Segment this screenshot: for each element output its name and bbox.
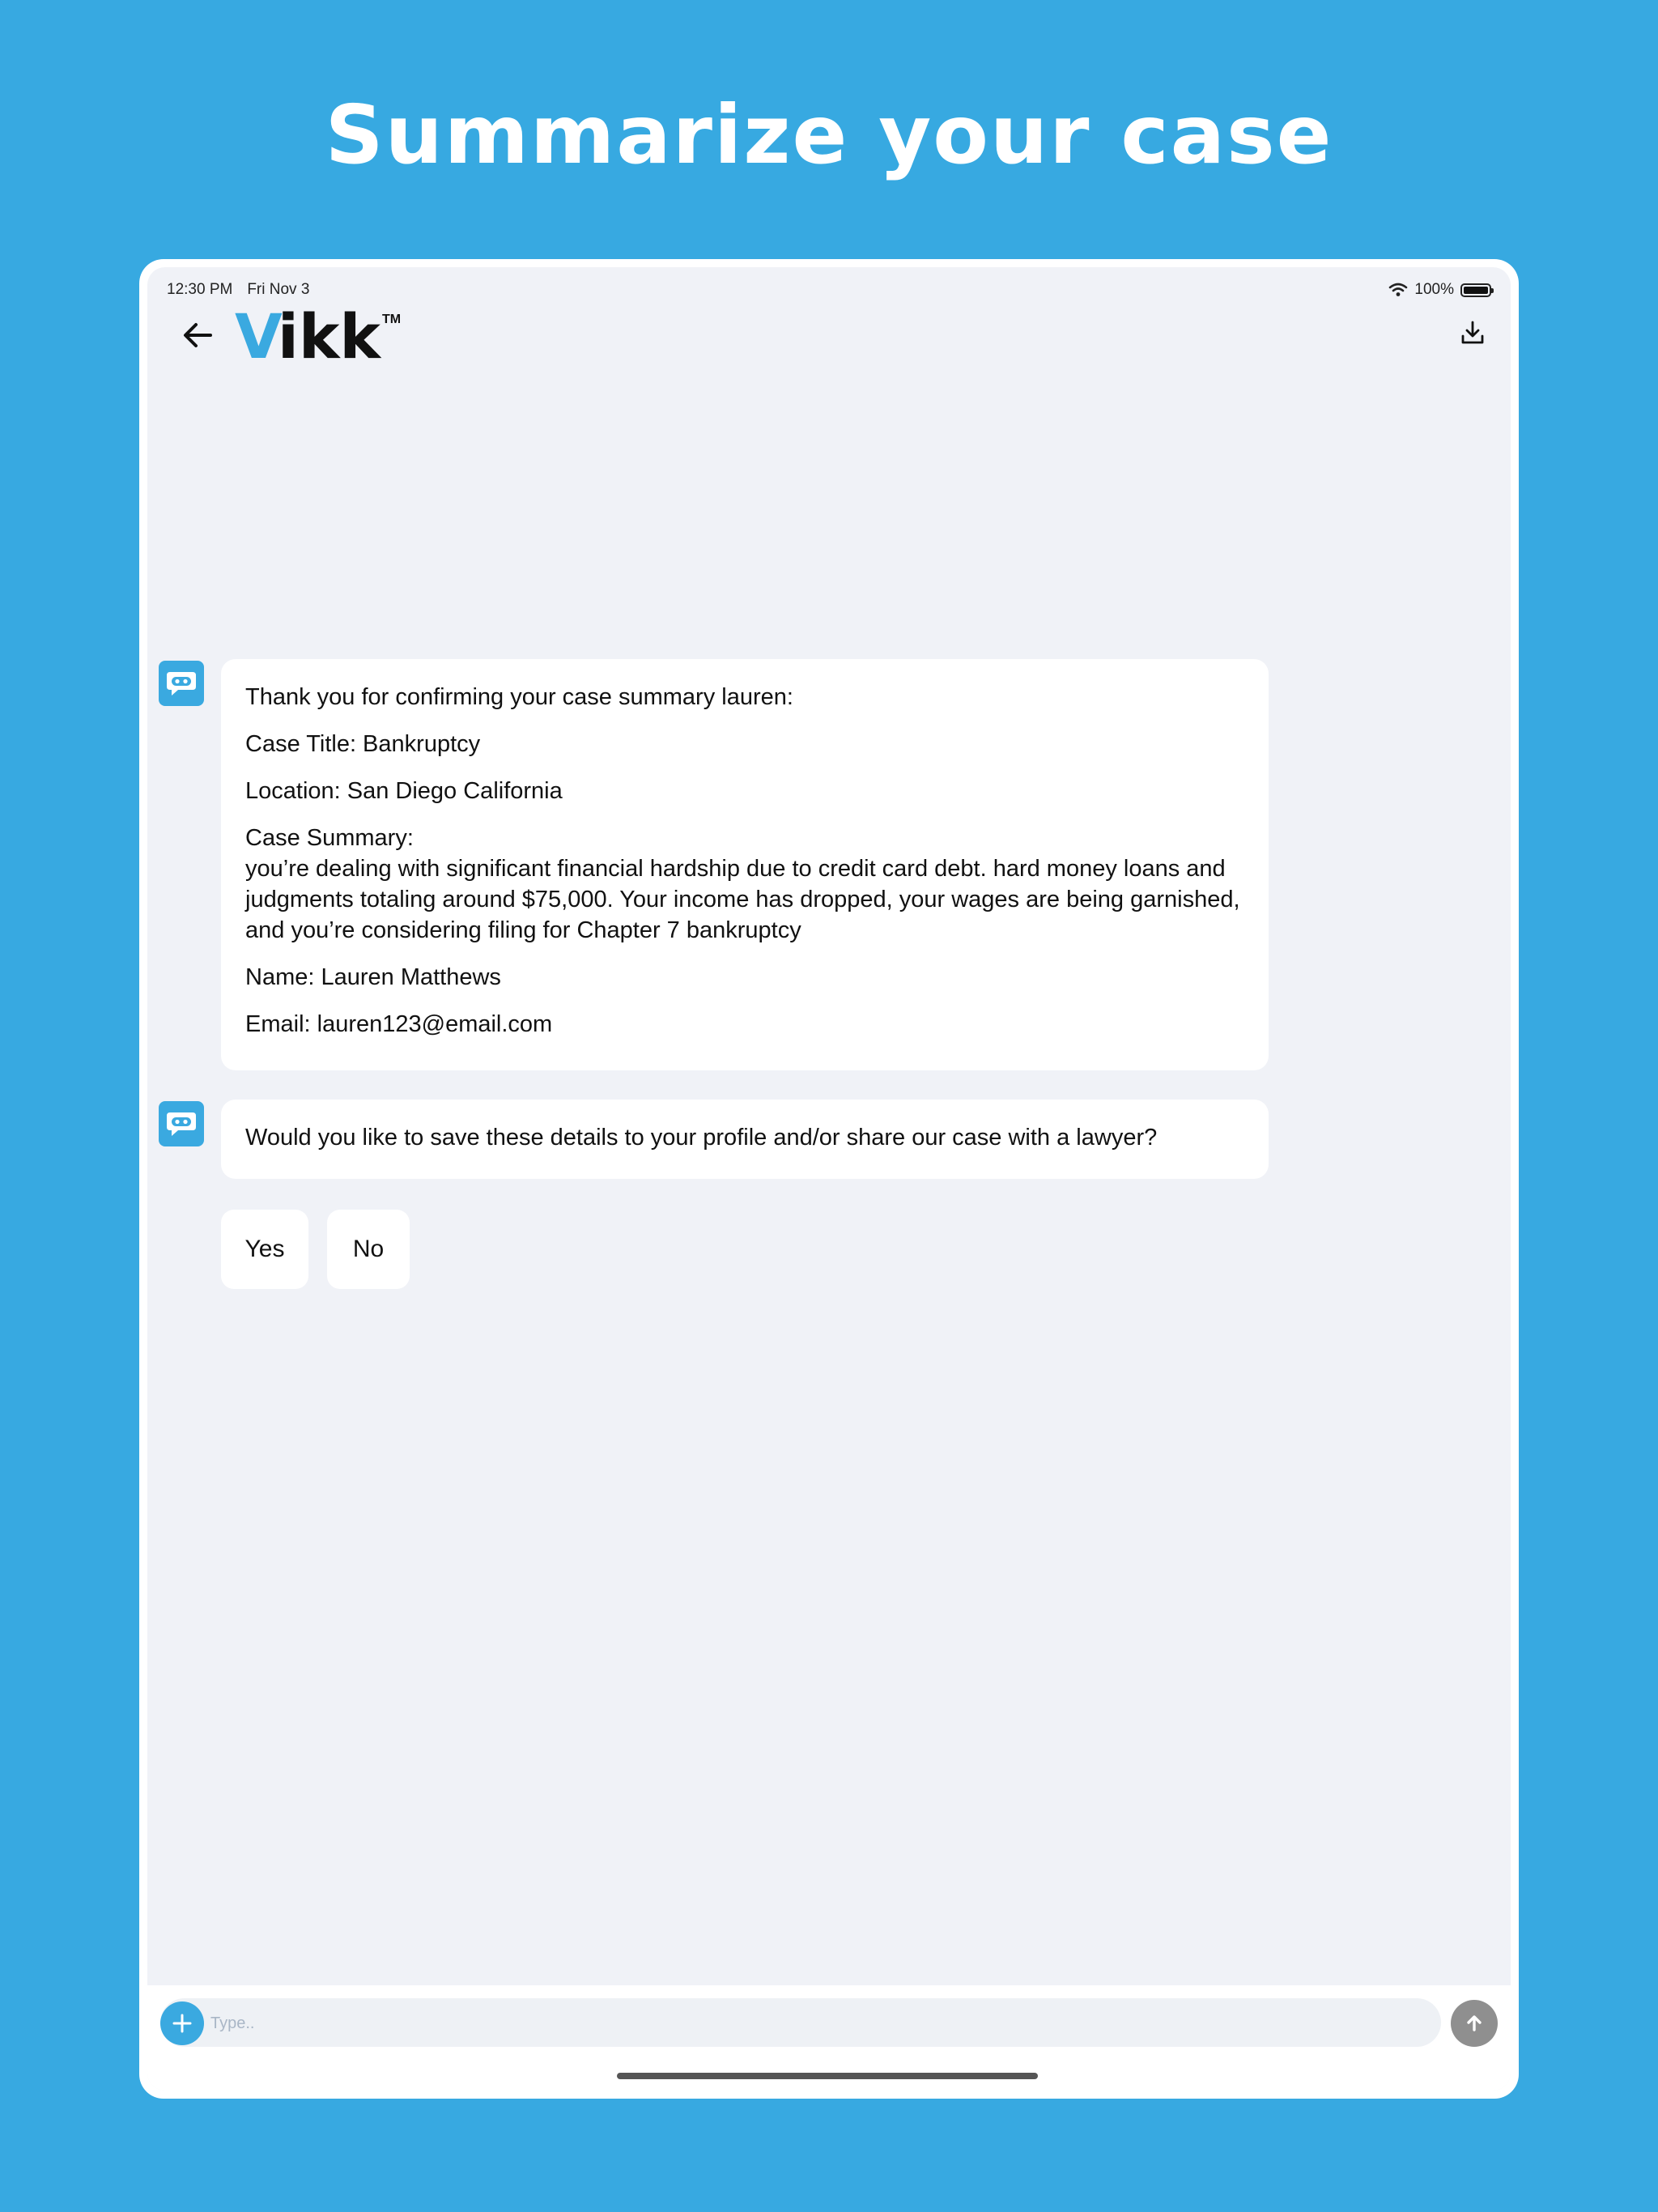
message-composer bbox=[147, 1985, 1511, 2091]
app-header bbox=[147, 300, 1511, 372]
vikk-logo bbox=[235, 300, 402, 372]
name-line: Name: Lauren Matthews bbox=[245, 964, 501, 990]
bot-message-case-summary bbox=[221, 659, 1269, 1070]
add-attachment-button[interactable] bbox=[160, 2001, 204, 2045]
marketing-headline: Summarize your case bbox=[325, 87, 1333, 182]
back-button[interactable] bbox=[175, 313, 220, 358]
battery-icon bbox=[1460, 283, 1491, 297]
download-icon bbox=[1460, 320, 1486, 346]
download-button[interactable] bbox=[1452, 313, 1493, 353]
app-screen bbox=[147, 267, 1511, 2091]
save-prompt-text: Would you like to save these details to your profile and/or share our case with a lawyer? bbox=[245, 1125, 1158, 1151]
status-date: Fri Nov 3 bbox=[247, 281, 310, 298]
plus-icon bbox=[171, 2012, 193, 2035]
arrow-up-icon bbox=[1464, 2013, 1485, 2034]
bot-avatar bbox=[159, 1101, 204, 1146]
message-input[interactable] bbox=[209, 2003, 1346, 2044]
chatbot-icon bbox=[164, 1106, 199, 1142]
chatbot-icon bbox=[164, 666, 199, 701]
bot-message-save-prompt bbox=[221, 1100, 1269, 1179]
case-summary-text: you’re dealing with significant financial hardship due to credit card debt. hard money loans and judgments totaling around $75,000. Your income has dropped, your wages are being garnished, and you’re considering filing for Chapter 7 bankruptcy bbox=[245, 856, 1240, 943]
yes-button[interactable]: Yes bbox=[221, 1210, 308, 1289]
logo-v: V bbox=[235, 300, 283, 372]
send-button[interactable] bbox=[1451, 2000, 1498, 2047]
no-button[interactable]: No bbox=[327, 1210, 410, 1289]
battery-percent: 100% bbox=[1414, 281, 1454, 298]
status-time: 12:30 PM bbox=[167, 281, 233, 298]
status-bar bbox=[167, 279, 1491, 301]
tablet-frame bbox=[139, 259, 1519, 2099]
case-title-line: Case Title: Bankruptcy bbox=[245, 731, 481, 757]
case-summary-block bbox=[245, 823, 1244, 946]
home-indicator bbox=[617, 2073, 1038, 2079]
wifi-icon bbox=[1388, 283, 1408, 297]
logo-trademark: TM bbox=[381, 313, 402, 326]
email-line: Email: lauren123@email.com bbox=[245, 1011, 553, 1037]
logo-ikk: ikk bbox=[277, 300, 380, 372]
location-line: Location: San Diego California bbox=[245, 778, 563, 804]
case-summary-label: Case Summary: bbox=[245, 825, 414, 851]
bot-avatar bbox=[159, 661, 204, 706]
status-right bbox=[1388, 281, 1491, 299]
message-intro: Thank you for confirming your case summary lauren: bbox=[245, 684, 793, 710]
arrow-left-icon bbox=[181, 321, 214, 350]
